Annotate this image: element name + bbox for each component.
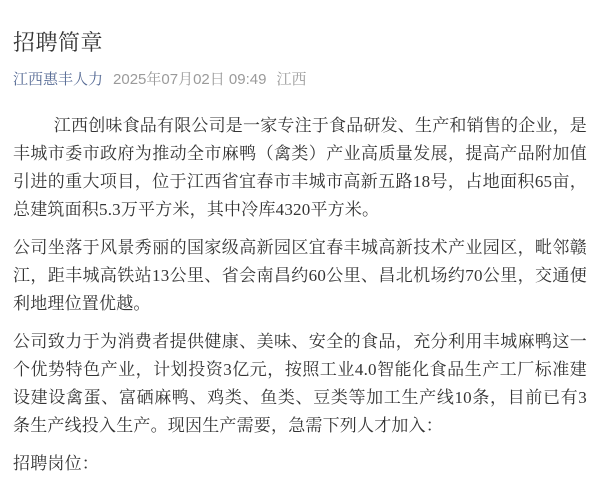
publish-date: 2025年07月02日 09:49 — [113, 70, 267, 88]
page-title: 招聘简章 — [13, 30, 104, 55]
paragraph-company-business: 公司致力于为消费者提供健康、美味、安全的食品，充分利用丰城麻鸭这一个优势特色产业，计划投资3亿元，按照工业4.0智能化食品生产工厂标准建设建设禽蛋、富硒麻鸭、鸡类、鱼类、豆类等加工生产线10条，目前已有3条生产线投入生产。现因生产需要，急需下列人才加入： — [13, 331, 587, 435]
paragraph-positions-heading: 招聘岗位： — [13, 453, 99, 473]
article-body — [13, 112, 587, 478]
byline — [13, 70, 587, 90]
account-name-link[interactable]: 江西惠丰人力 — [13, 70, 104, 88]
publish-location: 江西 — [276, 70, 307, 88]
paragraph-company-location: 公司坐落于风景秀丽的国家级高新园区宜春丰城高新技术产业园区，毗邻赣江，距丰城高铁站13公里、省会南昌约60公里、昌北机场约70公里，交通便利地理位置优越。 — [13, 237, 587, 313]
paragraph-company-intro: 江西创味食品有限公司是一家专注于食品研发、生产和销售的企业，是丰城市委市政府为推动全市麻鸭（禽类）产业高质量发展，提高产品附加值引进的重大项目，位于江西省宜春市丰城市高新五路18号，占地面积65亩，总建筑面积5.3万平方米，其中冷库4320平方米。 — [13, 115, 587, 219]
